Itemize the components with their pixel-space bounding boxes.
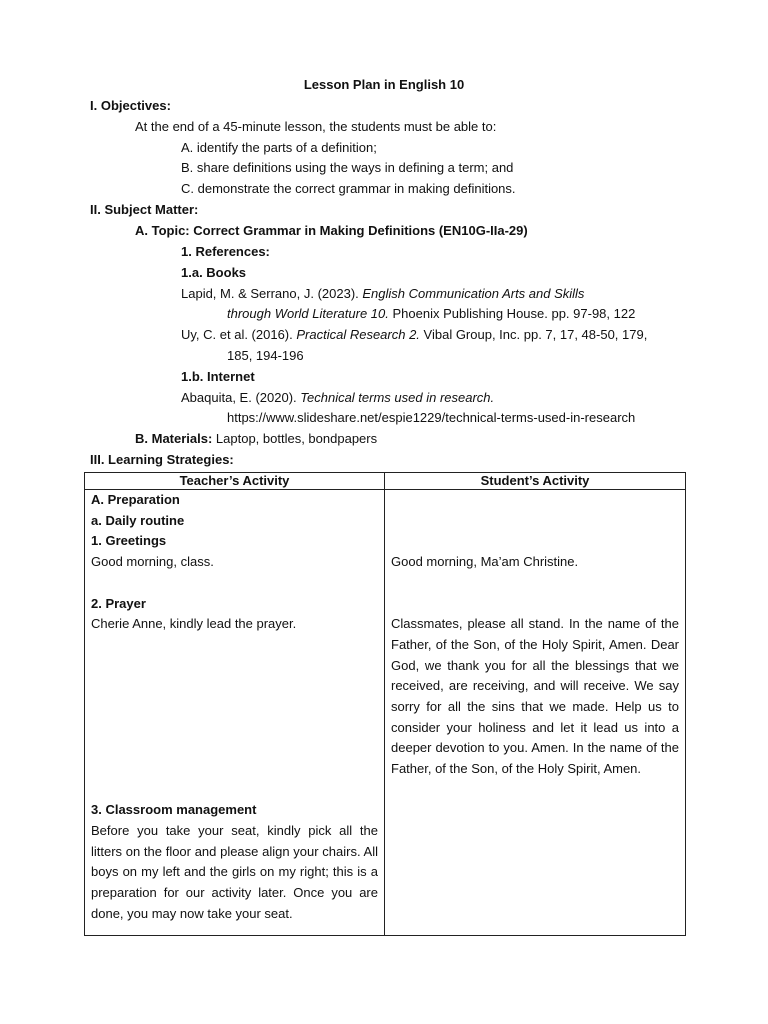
reference-2-line-1 [181, 327, 647, 343]
spacer [391, 490, 679, 552]
reference-1-publisher: Phoenix Publishing House. pp. 97-98, 122 [388, 306, 636, 321]
student-activity-cell [385, 490, 686, 936]
reference-1-line-2 [227, 306, 635, 322]
reference-1-title-cont: through World Literature 10. [227, 306, 389, 321]
teacher-greeting: Good morning, class. [91, 554, 214, 570]
reference-1-line-1 [181, 286, 584, 302]
reference-2-authors: Uy, C. et al. (2016). [181, 327, 297, 342]
student-prayer: Classmates, please all stand. In the name of the Father, of the Son, of the Holy Spirit, Amen. Dear God, we thank you for all the blessings that we received, are receiving, and will receive. We say sorry for all the sins that we made. Help us to consider your holiness and let it lead us into a deeper devotion to you. Amen. In the name of the Father, of the Son, of the Holy Spirit, Amen. [391, 616, 679, 777]
activity-table-row [85, 490, 686, 936]
objective-item-c: C. demonstrate the correct grammar in making definitions. [181, 181, 516, 196]
teacher-activity-header: Teacher’s Activity [85, 473, 385, 490]
teacher-activity-cell [85, 490, 385, 936]
greetings-heading: 1. Greetings [91, 533, 167, 549]
reference-3-url[interactable]: https://www.slideshare.net/espie1229/technical-terms-used-in-research [227, 410, 636, 425]
materials-label: B. Materials: [135, 431, 213, 446]
preparation-heading: A. Preparation [91, 492, 180, 507]
activity-table [84, 472, 686, 936]
reference-1-authors: Lapid, M. & Serrano, J. (2023). [181, 286, 363, 301]
strategies-heading: III. Learning Strategies: [90, 452, 234, 467]
reference-2-publisher: Vibal Group, Inc. pp. 7, 17, 48-50, 179, [419, 327, 648, 342]
teacher-prayer: Cherie Anne, kindly lead the prayer. [91, 616, 297, 632]
reference-3-title: Technical terms used in research. [300, 390, 495, 405]
books-heading: 1.a. Books [181, 265, 247, 280]
activity-table-header-row [85, 473, 686, 490]
spacer [391, 573, 679, 614]
internet-heading: 1.b. Internet [181, 369, 255, 384]
reference-2-title: Practical Research 2. [296, 327, 420, 342]
daily-routine-heading: a. Daily routine [91, 512, 185, 528]
objective-item-b: B. share definitions using the ways in defining a term; and [181, 160, 514, 175]
references-heading: 1. References: [181, 244, 270, 259]
spacer [91, 573, 378, 594]
reference-2-line-2: 185, 194-196 [227, 348, 304, 363]
subject-matter-heading: II. Subject Matter: [90, 202, 199, 217]
materials-value: Laptop, bottles, bondpapers [212, 431, 378, 446]
objectives-intro: At the end of a 45-minute lesson, the students must be able to: [135, 119, 497, 134]
student-greeting: Good morning, Ma’am Christine. [391, 554, 579, 569]
topic-line: A. Topic: Correct Grammar in Making Definitions (EN10G-IIa-29) [135, 223, 528, 238]
objectives-heading: I. Objectives: [90, 98, 171, 113]
document-title: Lesson Plan in English 10 [303, 77, 465, 92]
materials-line [135, 431, 377, 447]
prayer-heading: 2. Prayer [91, 595, 146, 611]
reference-1-title: English Communication Arts and Skills [362, 286, 585, 301]
student-activity-header: Student’s Activity [385, 473, 686, 490]
reference-3-authors: Abaquita, E. (2020). [181, 390, 301, 405]
reference-3-line-1 [181, 390, 494, 406]
teacher-classroom-instructions: Before you take your seat, kindly pick all the litters on the floor and please align your chairs. All boys on my left and the girls on my right; this is a preparation for our activity later. Once you are done, you may now take your seat. [91, 822, 378, 921]
objective-item-a: A. identify the parts of a definition; [181, 140, 377, 155]
classroom-management-heading: 3. Classroom management [91, 802, 257, 818]
